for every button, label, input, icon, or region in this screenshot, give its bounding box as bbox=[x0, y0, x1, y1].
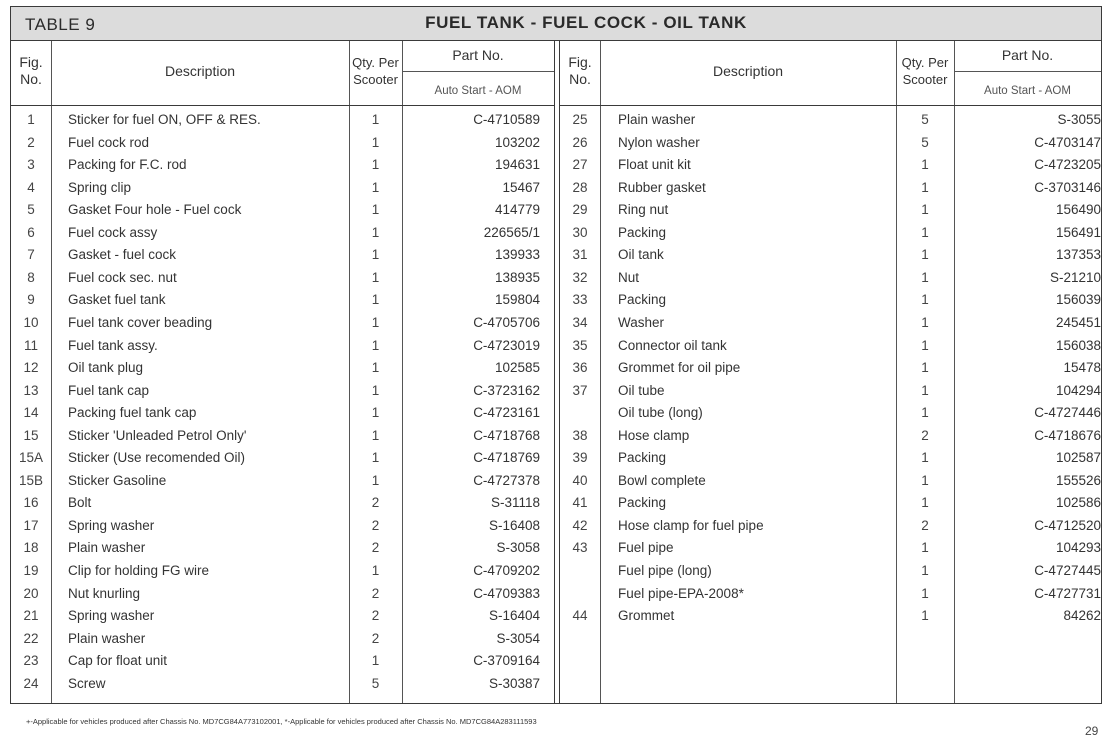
page-number: 29 bbox=[1085, 724, 1099, 738]
quantity: 5 bbox=[921, 134, 929, 150]
table-row bbox=[11, 650, 554, 673]
fig-number: 5 bbox=[27, 202, 35, 218]
table-row bbox=[560, 267, 1101, 290]
table-row bbox=[560, 537, 1101, 560]
parts-table bbox=[10, 6, 1102, 704]
table-row bbox=[560, 335, 1101, 358]
fig-number: 37 bbox=[572, 382, 588, 398]
part-number: 15478 bbox=[1063, 360, 1101, 376]
part-number: 15467 bbox=[502, 179, 540, 195]
table-row bbox=[560, 447, 1101, 470]
part-number: 156039 bbox=[1055, 292, 1101, 308]
part-description: Fuel pipe (long) bbox=[618, 563, 712, 578]
fig-number: 30 bbox=[572, 224, 588, 240]
table-row bbox=[560, 492, 1101, 515]
table-row bbox=[11, 515, 554, 538]
part-description: Washer bbox=[618, 314, 665, 330]
part-description: Fuel tank cap bbox=[68, 382, 150, 398]
part-description: Cap for float unit bbox=[68, 653, 168, 669]
part-description: Packing bbox=[618, 292, 667, 308]
table-row bbox=[560, 470, 1101, 493]
fig-number: 24 bbox=[23, 675, 39, 691]
quantity: 1 bbox=[921, 157, 929, 173]
table-row bbox=[11, 402, 554, 425]
table-row bbox=[11, 244, 554, 267]
table-row bbox=[11, 447, 554, 470]
part-number: 102586 bbox=[1055, 495, 1101, 511]
quantity: 1 bbox=[921, 202, 929, 218]
part-number: C-4723019 bbox=[473, 337, 540, 353]
part-description: Fuel cock sec. nut bbox=[68, 269, 177, 285]
part-description: Screw bbox=[68, 675, 106, 691]
table-row bbox=[11, 560, 554, 583]
table-row bbox=[560, 312, 1101, 335]
part-number: S-16404 bbox=[488, 608, 540, 624]
part-number: C-4727446 bbox=[1034, 405, 1101, 421]
part-number: 245451 bbox=[1055, 314, 1101, 330]
quantity: 1 bbox=[921, 450, 929, 466]
part-description: Nut knurling bbox=[68, 585, 141, 601]
quantity: 1 bbox=[921, 292, 929, 308]
fig-number: 18 bbox=[23, 540, 39, 556]
quantity: 1 bbox=[921, 540, 929, 556]
fig-number: 44 bbox=[572, 608, 588, 624]
part-description: Fuel tank cover beading bbox=[68, 314, 213, 330]
part-description: Oil tank bbox=[618, 247, 664, 263]
fig-number: 35 bbox=[572, 337, 588, 353]
quantity: 1 bbox=[371, 653, 380, 669]
fig-number: 28 bbox=[572, 179, 588, 195]
fig-number: 31 bbox=[572, 247, 588, 263]
quantity: 1 bbox=[371, 112, 380, 127]
part-description: Gasket fuel tank bbox=[68, 292, 166, 308]
table-row bbox=[560, 560, 1101, 583]
quantity: 1 bbox=[921, 179, 929, 195]
table-row bbox=[11, 177, 554, 200]
quantity: 1 bbox=[371, 314, 380, 330]
table-row bbox=[11, 154, 554, 177]
quantity: 1 bbox=[371, 247, 380, 263]
fig-number: 36 bbox=[572, 360, 588, 376]
quantity: 1 bbox=[371, 360, 380, 376]
fig-number: 6 bbox=[27, 224, 35, 240]
part-description: Clip for holding FG wire bbox=[68, 563, 210, 578]
part-number: S-31118 bbox=[490, 495, 540, 511]
part-number: C-4718768 bbox=[473, 427, 540, 443]
fig-number: 22 bbox=[23, 630, 39, 646]
fig-number: 40 bbox=[572, 472, 588, 488]
quantity: 1 bbox=[371, 405, 380, 421]
part-description: Oil tube bbox=[618, 382, 665, 398]
header-part-no: Part No. bbox=[452, 47, 504, 63]
part-number: C-4727378 bbox=[473, 472, 540, 488]
table-row bbox=[560, 425, 1101, 448]
quantity: 1 bbox=[921, 224, 929, 240]
part-description: Spring washer bbox=[68, 608, 155, 624]
part-number: S-3055 bbox=[1057, 112, 1101, 127]
part-number: 159804 bbox=[494, 292, 540, 308]
part-description: Fuel cock rod bbox=[68, 134, 150, 150]
quantity: 1 bbox=[921, 472, 929, 488]
header-qty-right: Qty. Per Scooter bbox=[901, 55, 949, 87]
fig-number: 23 bbox=[23, 653, 39, 669]
quantity: 1 bbox=[371, 450, 380, 466]
part-number: C-4718676 bbox=[1034, 427, 1101, 443]
fig-number: 34 bbox=[572, 314, 588, 330]
part-description: Spring clip bbox=[68, 179, 132, 195]
part-description: Float unit kit bbox=[618, 157, 691, 173]
table-row bbox=[560, 199, 1101, 222]
header-fig-label: Fig. No. bbox=[19, 54, 43, 87]
table-row bbox=[560, 132, 1101, 155]
table-row bbox=[11, 357, 554, 380]
part-number: 103202 bbox=[494, 134, 540, 150]
table-row bbox=[11, 673, 554, 696]
quantity: 1 bbox=[371, 202, 380, 218]
part-description: Packing bbox=[618, 495, 667, 511]
quantity: 2 bbox=[921, 427, 929, 443]
fig-number: 2 bbox=[27, 134, 35, 150]
quantity: 1 bbox=[371, 157, 380, 173]
fig-number: 41 bbox=[572, 495, 588, 511]
fig-number: 8 bbox=[27, 269, 35, 285]
part-number: C-3723162 bbox=[473, 382, 540, 398]
table-row bbox=[11, 628, 554, 651]
part-description: Plain washer bbox=[68, 630, 146, 646]
part-number: 84262 bbox=[1063, 608, 1101, 624]
part-description: Nut bbox=[618, 269, 640, 285]
fig-number: 3 bbox=[27, 157, 35, 173]
header-fig-no bbox=[11, 54, 51, 88]
table-title: FUEL TANK - FUEL COCK - OIL TANK bbox=[425, 13, 747, 32]
table-row bbox=[560, 109, 1101, 132]
quantity: 1 bbox=[921, 608, 929, 624]
part-number: 194631 bbox=[494, 157, 540, 173]
table-row bbox=[11, 425, 554, 448]
part-description: Oil tank plug bbox=[68, 360, 144, 376]
quantity: 1 bbox=[921, 269, 929, 285]
table-row bbox=[11, 605, 554, 628]
quantity: 2 bbox=[371, 495, 380, 511]
quantity: 1 bbox=[371, 382, 380, 398]
part-description: Hose clamp for fuel pipe bbox=[618, 517, 764, 533]
left-table-half bbox=[11, 41, 554, 703]
part-description: Plain washer bbox=[68, 540, 146, 556]
header-fig-no-right bbox=[560, 54, 600, 88]
fig-number: 43 bbox=[572, 540, 588, 556]
fig-number: 27 bbox=[572, 157, 588, 173]
part-number: S-3058 bbox=[496, 540, 540, 556]
quantity: 1 bbox=[921, 495, 929, 511]
fig-number: 15A bbox=[18, 450, 44, 466]
fig-number: 33 bbox=[572, 292, 588, 308]
part-number: 156038 bbox=[1055, 337, 1101, 353]
fig-number: 15 bbox=[23, 427, 39, 443]
table-row bbox=[11, 470, 554, 493]
part-description: Connector oil tank bbox=[618, 337, 727, 353]
fig-number: 29 bbox=[572, 202, 588, 218]
quantity: 1 bbox=[371, 224, 380, 240]
part-number: S-16408 bbox=[488, 517, 540, 533]
part-number: C-3709164 bbox=[473, 653, 540, 669]
quantity: 1 bbox=[371, 563, 380, 578]
quantity: 1 bbox=[921, 337, 929, 353]
part-description: Packing bbox=[618, 224, 667, 240]
fig-number: 19 bbox=[23, 563, 39, 578]
part-number: C-4710589 bbox=[473, 112, 540, 127]
table-row bbox=[11, 109, 554, 132]
part-number: S-3054 bbox=[496, 630, 540, 646]
quantity: 1 bbox=[921, 360, 929, 376]
fig-number: 12 bbox=[23, 360, 39, 376]
part-description: Spring washer bbox=[68, 517, 155, 533]
fig-number: 14 bbox=[23, 405, 39, 421]
part-number: 138935 bbox=[494, 269, 540, 285]
part-description: Packing for F.C. rod bbox=[68, 157, 187, 173]
part-number: C-4705706 bbox=[473, 314, 540, 330]
table-row bbox=[11, 583, 554, 606]
table-row bbox=[11, 380, 554, 403]
part-number: S-30387 bbox=[488, 675, 540, 691]
part-number: C-4709383 bbox=[473, 585, 540, 601]
quantity: 1 bbox=[921, 314, 929, 330]
quantity: 2 bbox=[921, 517, 929, 533]
header-qty: Qty. Per Scooter bbox=[352, 55, 399, 87]
fig-number: 10 bbox=[23, 314, 39, 330]
part-number: C-4723161 bbox=[473, 405, 540, 421]
quantity: 1 bbox=[371, 134, 380, 150]
part-number: 102587 bbox=[1055, 450, 1101, 466]
fig-number: 21 bbox=[23, 608, 39, 624]
part-description: Sticker Gasoline bbox=[68, 472, 167, 488]
part-number: S-21210 bbox=[1049, 269, 1101, 285]
table-row bbox=[11, 132, 554, 155]
part-number: C-4727731 bbox=[1034, 585, 1101, 601]
part-description: Fuel pipe bbox=[618, 540, 674, 556]
fig-number: 13 bbox=[23, 382, 39, 398]
part-description: Sticker for fuel ON, OFF & RES. bbox=[68, 112, 261, 127]
part-description: Nylon washer bbox=[618, 134, 700, 150]
part-number: 137353 bbox=[1055, 247, 1101, 263]
fig-number: 7 bbox=[27, 247, 35, 263]
quantity: 2 bbox=[371, 608, 380, 624]
part-description: Sticker (Use recomended Oil) bbox=[68, 450, 246, 466]
table-row bbox=[560, 357, 1101, 380]
part-number: 102585 bbox=[494, 360, 540, 376]
table-row bbox=[11, 312, 554, 335]
fig-number: 11 bbox=[23, 337, 38, 353]
table-row bbox=[11, 267, 554, 290]
fig-number: 42 bbox=[572, 517, 588, 533]
table-row bbox=[11, 289, 554, 312]
part-description: Fuel tank assy. bbox=[68, 337, 158, 353]
quantity: 5 bbox=[371, 675, 380, 691]
part-number: C-4709202 bbox=[473, 563, 540, 578]
quantity: 1 bbox=[371, 179, 380, 195]
fig-number: 25 bbox=[572, 112, 588, 127]
part-description: Grommet for oil pipe bbox=[618, 360, 741, 376]
part-description: Gasket - fuel cock bbox=[68, 247, 177, 263]
fig-number: 39 bbox=[572, 450, 588, 466]
part-description: Bolt bbox=[68, 495, 92, 511]
part-number: 156491 bbox=[1055, 224, 1101, 240]
part-description: Grommet bbox=[618, 608, 675, 624]
part-description: Oil tube (long) bbox=[618, 405, 703, 421]
table-row bbox=[560, 289, 1101, 312]
quantity: 2 bbox=[371, 630, 380, 646]
part-description: Packing bbox=[618, 450, 667, 466]
table-row bbox=[11, 537, 554, 560]
fig-number: 4 bbox=[27, 179, 35, 195]
part-description: Gasket Four hole - Fuel cock bbox=[68, 202, 242, 218]
table-row bbox=[560, 605, 1101, 628]
fig-number: 26 bbox=[572, 134, 588, 150]
quantity: 1 bbox=[921, 405, 929, 421]
quantity: 1 bbox=[371, 269, 380, 285]
quantity: 2 bbox=[371, 540, 380, 556]
part-number: C-4712520 bbox=[1034, 517, 1101, 533]
fig-number: 32 bbox=[572, 269, 588, 285]
part-description: Packing fuel tank cap bbox=[68, 405, 197, 421]
quantity: 1 bbox=[921, 247, 929, 263]
part-description: Sticker 'Unleaded Petrol Only' bbox=[68, 427, 247, 443]
quantity: 1 bbox=[921, 382, 929, 398]
part-number: 104294 bbox=[1055, 382, 1101, 398]
table-row bbox=[560, 402, 1101, 425]
part-description: Plain washer bbox=[618, 112, 696, 127]
part-number: 226565/1 bbox=[483, 224, 540, 240]
table-row bbox=[560, 154, 1101, 177]
table-row bbox=[11, 335, 554, 358]
header-description: Description bbox=[164, 63, 236, 79]
part-description: Rubber gasket bbox=[618, 179, 706, 195]
quantity: 2 bbox=[371, 585, 380, 601]
right-table-half bbox=[560, 41, 1101, 703]
part-description: Fuel pipe-EPA-2008* bbox=[618, 585, 744, 601]
footnote: +-Applicable for vehicles produced after Chassis No. MD7CG84A773102001, *-Applicable for vehicles produced after Chassis No. MD7CG84A283111593 bbox=[26, 717, 537, 726]
part-number: 156490 bbox=[1055, 202, 1101, 218]
part-description: Hose clamp bbox=[618, 427, 690, 443]
quantity: 1 bbox=[371, 472, 380, 488]
part-number: C-3703146 bbox=[1034, 179, 1101, 195]
table-row bbox=[560, 380, 1101, 403]
part-number: C-4703147 bbox=[1034, 134, 1101, 150]
quantity: 1 bbox=[921, 585, 929, 601]
table-number: TABLE 9 bbox=[25, 15, 96, 34]
quantity: 5 bbox=[921, 112, 929, 127]
part-number: 414779 bbox=[494, 202, 540, 218]
part-number: 155526 bbox=[1055, 472, 1101, 488]
header-part-no-right: Part No. bbox=[1001, 47, 1054, 63]
quantity: 1 bbox=[921, 563, 929, 578]
table-row bbox=[11, 199, 554, 222]
part-number: 104293 bbox=[1055, 540, 1101, 556]
fig-number: 38 bbox=[572, 427, 588, 443]
fig-number: 9 bbox=[27, 292, 35, 308]
header-variant: Auto Start - AOM bbox=[434, 85, 522, 97]
table-row bbox=[560, 177, 1101, 200]
table-row bbox=[560, 244, 1101, 267]
header-fig-label-right: Fig. No. bbox=[568, 54, 592, 87]
fig-number: 16 bbox=[23, 495, 39, 511]
fig-number: 17 bbox=[23, 517, 39, 533]
part-number: 139933 bbox=[494, 247, 540, 263]
part-number: C-4723205 bbox=[1034, 157, 1101, 173]
quantity: 1 bbox=[371, 337, 380, 353]
table-row bbox=[560, 515, 1101, 538]
quantity: 2 bbox=[371, 517, 380, 533]
part-description: Fuel cock assy bbox=[68, 224, 158, 240]
part-description: Ring nut bbox=[618, 202, 669, 218]
header-description-right: Description bbox=[712, 63, 784, 79]
fig-number: 1 bbox=[27, 112, 35, 127]
quantity: 1 bbox=[371, 292, 380, 308]
table-row bbox=[560, 222, 1101, 245]
table-row bbox=[11, 492, 554, 515]
header-variant-right: Auto Start - AOM bbox=[984, 85, 1071, 97]
part-number: C-4727445 bbox=[1034, 563, 1101, 578]
fig-number: 15B bbox=[18, 472, 44, 488]
part-number: C-4718769 bbox=[473, 450, 540, 466]
table-title-bar bbox=[11, 7, 1101, 41]
quantity: 1 bbox=[371, 427, 380, 443]
table-row bbox=[560, 583, 1101, 606]
table-row bbox=[11, 222, 554, 245]
part-description: Bowl complete bbox=[618, 472, 706, 488]
fig-number: 20 bbox=[23, 585, 39, 601]
